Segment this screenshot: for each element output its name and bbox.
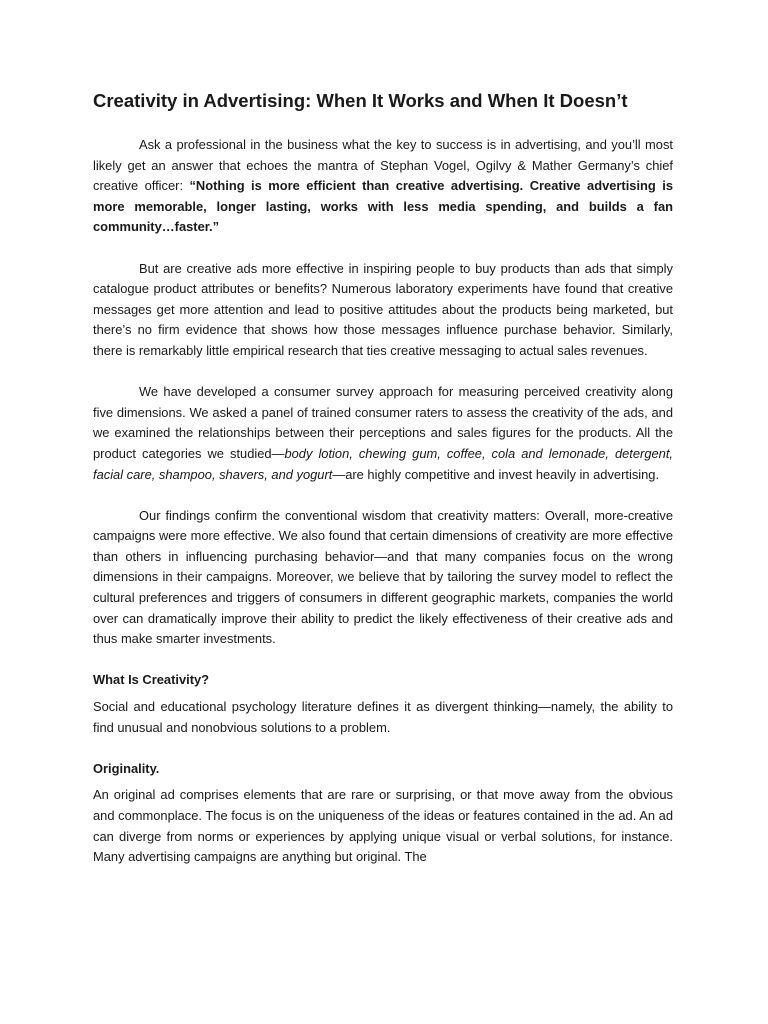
- paragraph-question: But are creative ads more effective in inspiring people to buy products than ads that simply catalogue product attributes or benefits? Numerous laboratory experiments have found that creative messages get more attention and lead to positive attitudes about the products being marketed, but there’s no firm evidence that shows how those messages influence purchase behavior. Similarly, there is remarkably little empirical research that ties creative messaging to actual sales revenues.: [93, 260, 673, 358]
- vogel-quote: “Nothing is more efficient than creative advertising. Creative advertising is more memorable, longer lasting, works with less media spending, and builds a fan community…faster.”: [93, 178, 673, 235]
- paragraph-creativity-definition: Social and educational psychology literature defines it as divergent thinking—namely, the ability to find unusual and nonobvious solutions to a problem.: [93, 699, 673, 735]
- paragraph-findings: Our findings confirm the conventional wisdom that creativity matters: Overall, more-creative campaigns were more effective. We also found that certain dimensions of creativity are more effective than others in influencing purchasing behavior—and that many companies focus on the wrong dimensions in their campaigns. Moreover, we believe that by tailoring the survey model to reflect the cultural preferences and triggers of consumers in different geographic markets, companies the world over can dramatically improve their ability to predict the likely effectiveness of their creative ads and thus make smarter investments.: [93, 507, 673, 647]
- document-page: [93, 88, 673, 888]
- section-heading-originality: Originality.: [93, 760, 160, 776]
- survey-text: We have developed a consumer survey approach for measuring perceived creativity along five dimensions. We asked a panel of trained consumer raters to assess the creativity of the ads, and we examined the relationships between their perceptions and sales figures for the products. All the product categories we studied—: [93, 384, 673, 461]
- document-title: Creativity in Advertising: When It Works and When It Doesn’t: [93, 90, 628, 111]
- paragraph-survey-approach: [93, 382, 673, 485]
- product-categories: body lotion, chewing gum, coffee, cola and lemonade, detergent, facial care, shampoo, shavers, and yogurt: [93, 445, 674, 482]
- survey-tail: —are highly competitive and invest heavily in advertising.: [332, 466, 660, 482]
- section-heading-what-is-creativity: What Is Creativity?: [93, 672, 210, 688]
- intro-text: Ask a professional in the business what the key to success is in advertising, and you’ll most likely get an answer that echoes the mantra of Stephan Vogel, Ogilvy & Mather Germany’s chief creative officer:: [93, 137, 673, 194]
- paragraph-originality: An original ad comprises elements that are rare or surprising, or that move away from the obvious and commonplace. The focus is on the uniqueness of the ideas or features contained in the ad. An ad can diverge from norms or experiences by applying unique visual or verbal solutions, for instance. Many advertising campaigns are anything but original. The: [93, 787, 673, 865]
- paragraph-intro: [93, 135, 673, 238]
